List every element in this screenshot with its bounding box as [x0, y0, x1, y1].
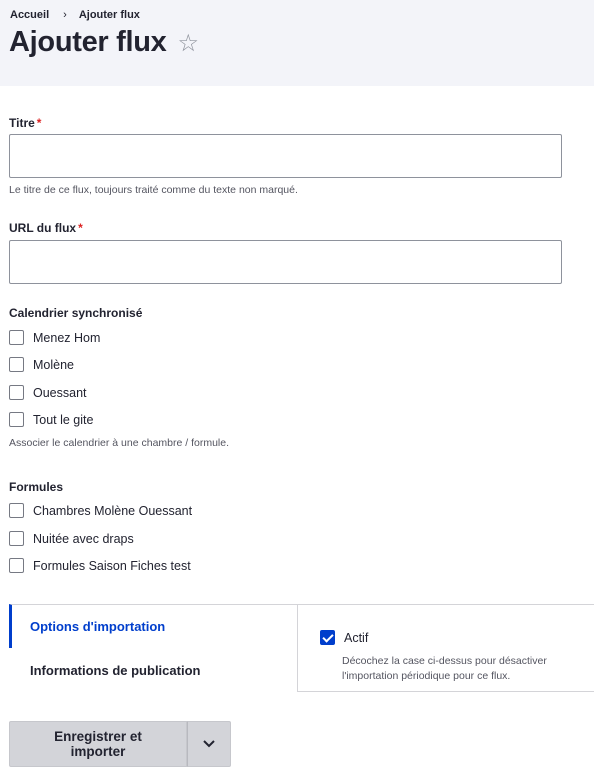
checkbox[interactable] [9, 558, 24, 573]
calendar-option-molene[interactable] [9, 357, 74, 372]
required-marker: * [36, 116, 42, 130]
checkbox[interactable] [9, 412, 24, 427]
save-and-import-button[interactable]: Enregistrer et importer [9, 721, 187, 767]
checkbox[interactable] [9, 330, 24, 345]
checkbox-label: Nuitée avec draps [33, 531, 134, 546]
required-marker: * [78, 221, 83, 235]
checkbox[interactable] [9, 385, 24, 400]
checkbox[interactable] [9, 357, 24, 372]
star-icon[interactable]: ☆ [177, 30, 199, 57]
formule-option-chambres[interactable] [9, 503, 192, 518]
tab-import-options[interactable]: Options d'importation [9, 604, 309, 648]
checkbox-label: Menez Hom [33, 330, 101, 345]
active-description: Décochez la case ci-dessus pour désactiver l'importation périodique pour ce flux. [342, 655, 547, 682]
calendar-option-menez-hom[interactable] [9, 330, 100, 345]
title-input[interactable] [9, 134, 562, 178]
title-label-text: Titre [9, 116, 35, 130]
active-checkbox-label: Actif [344, 630, 369, 645]
formule-option-nuitee[interactable] [9, 531, 134, 546]
formule-option-saison[interactable] [9, 558, 191, 573]
calendar-option-tout-le-gite[interactable] [9, 412, 93, 427]
title-label [9, 116, 41, 130]
page-title-text: Ajouter flux [9, 26, 167, 58]
checkbox-label: Molène [33, 357, 74, 372]
checkbox[interactable] [9, 503, 24, 518]
calendar-description: Associer le calendrier à une chambre / formule. [9, 437, 230, 449]
vertical-tab-pane [297, 604, 594, 692]
tab-publication-info[interactable]: Informations de publication [30, 662, 201, 678]
page-title [9, 26, 199, 59]
calendar-label: Calendrier synchronisé [9, 306, 143, 320]
formules-label: Formules [9, 480, 64, 494]
checkbox-label: Chambres Molène Ouessant [33, 503, 193, 518]
calendar-option-ouessant[interactable] [9, 385, 87, 400]
checkbox-label: Ouessant [33, 385, 87, 400]
breadcrumb-current: Ajouter flux [78, 9, 140, 21]
dropdown-toggle-button[interactable] [187, 721, 231, 767]
active-option[interactable] [320, 630, 368, 645]
url-input[interactable] [9, 240, 562, 284]
breadcrumb-home-link[interactable]: Accueil [10, 9, 50, 21]
vertical-tabs [9, 604, 309, 692]
checkbox[interactable] [9, 531, 24, 546]
breadcrumb [10, 9, 140, 21]
chevron-down-icon [203, 740, 215, 748]
checkbox-label: Tout le gite [33, 412, 94, 427]
form-actions [9, 721, 231, 767]
active-checkbox[interactable] [320, 630, 335, 645]
breadcrumb-separator: › [63, 9, 67, 21]
page-header [0, 0, 594, 86]
url-label-text: URL du flux [9, 221, 77, 235]
title-description: Le titre de ce flux, toujours traité comme du texte non marqué. [9, 184, 298, 196]
checkbox-label: Formules Saison Fiches test [33, 558, 191, 573]
url-label [9, 221, 83, 235]
